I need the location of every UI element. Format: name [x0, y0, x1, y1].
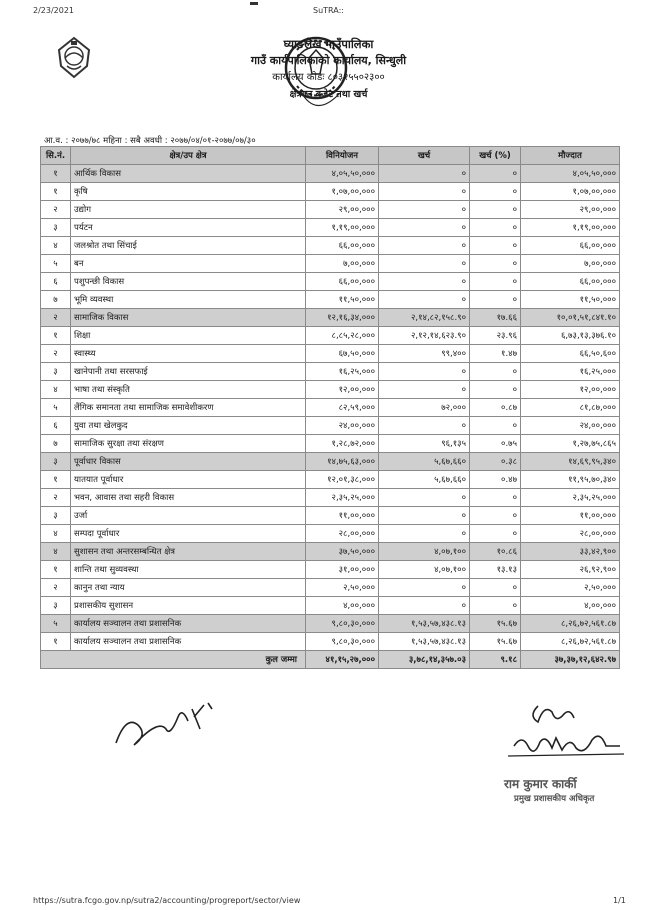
row-balance: ६,७३,१३,३७६.१० — [521, 327, 620, 345]
municipality-name: घ्याङलेख गाउँपालिका — [283, 37, 374, 51]
row-serial: ४ — [41, 381, 71, 399]
row-expense: ० — [379, 273, 470, 291]
col-allocation: विनियोजन — [306, 147, 379, 165]
row-expense-pct: ० — [470, 381, 521, 399]
row-balance: ३३,४२,९०० — [521, 543, 620, 561]
row-expense: ० — [379, 255, 470, 273]
row-expense: ० — [379, 417, 470, 435]
sector-budget-table — [40, 146, 620, 669]
col-expense: खर्च — [379, 147, 470, 165]
row-sector-name: जलश्रोत तथा सिंचाई — [71, 237, 306, 255]
row-sector-name: उद्योग — [71, 201, 306, 219]
subsector-row — [41, 201, 620, 219]
row-allocation: ९,८०,३०,००० — [306, 615, 379, 633]
page-url: https://sutra.fcgo.gov.np/sutra2/accounting/progreport/sector/view — [33, 896, 301, 905]
row-balance: ६६,००,००० — [521, 237, 620, 255]
total-allocation: ४१,१५,२७,००० — [306, 651, 379, 669]
row-allocation: ११,५०,००० — [306, 291, 379, 309]
row-expense-pct: ० — [470, 363, 521, 381]
row-sector-name: पशुपन्छी विकास — [71, 273, 306, 291]
row-balance: ६६,००,००० — [521, 273, 620, 291]
row-balance: १,२७,७५,८६५ — [521, 435, 620, 453]
row-expense: ० — [379, 525, 470, 543]
row-expense: ९६,१३५ — [379, 435, 470, 453]
row-sector-name: भवन, आवास तथा सहरी विकास — [71, 489, 306, 507]
row-serial: २ — [41, 309, 71, 327]
row-sector-name: बन — [71, 255, 306, 273]
row-allocation: ६६,००,००० — [306, 273, 379, 291]
office-code: कार्यालय कोडः ८०३२५५०२३०० — [272, 72, 385, 83]
row-balance: २८,००,००० — [521, 525, 620, 543]
table-header-row — [41, 147, 620, 165]
row-balance: ११,९५,७०,३४० — [521, 471, 620, 489]
row-balance: १२,००,००० — [521, 381, 620, 399]
officer-designation-stamp: प्रमुख प्रशासकीय अधिकृत — [514, 794, 595, 804]
row-expense-pct: १.४७ — [470, 345, 521, 363]
subsector-row — [41, 399, 620, 417]
row-allocation: १४,७५,६३,००० — [306, 453, 379, 471]
subsector-row — [41, 597, 620, 615]
row-sector-name: सामाजिक विकास — [71, 309, 306, 327]
row-balance: ८,२६,७२,५६१.८७ — [521, 633, 620, 651]
row-allocation: ६६,००,००० — [306, 237, 379, 255]
row-allocation: १२,१६,३४,००० — [306, 309, 379, 327]
row-allocation: २९,००,००० — [306, 201, 379, 219]
subsector-row — [41, 291, 620, 309]
subsector-row — [41, 633, 620, 651]
sector-group-row — [41, 615, 620, 633]
row-sector-name: सुशासन तथा अन्तरसम्बन्धित क्षेत्र — [71, 543, 306, 561]
handwritten-signature-right — [508, 700, 628, 770]
col-sector: क्षेत्र/उप क्षेत्र — [71, 147, 306, 165]
row-allocation: २४,००,००० — [306, 417, 379, 435]
row-sector-name: यातयात पूर्वाधार — [71, 471, 306, 489]
row-expense-pct: ० — [470, 183, 521, 201]
row-allocation: ७,००,००० — [306, 255, 379, 273]
row-expense-pct: ०.४७ — [470, 471, 521, 489]
row-balance: ७,००,००० — [521, 255, 620, 273]
row-sector-name: स्वास्थ्य — [71, 345, 306, 363]
row-expense-pct: ० — [470, 507, 521, 525]
row-serial: १ — [41, 633, 71, 651]
row-allocation: ३७,५०,००० — [306, 543, 379, 561]
row-balance: ११,५०,००० — [521, 291, 620, 309]
row-expense: २,१२,१४,६२३.९० — [379, 327, 470, 345]
row-expense: १,५३,५७,४३८.१३ — [379, 633, 470, 651]
row-expense: ० — [379, 363, 470, 381]
row-sector-name: प्रशासकीय सुशासन — [71, 597, 306, 615]
row-allocation: २,३५,२५,००० — [306, 489, 379, 507]
row-expense-pct: ० — [470, 291, 521, 309]
total-balance: ३७,३७,१२,६४२.९७ — [521, 651, 620, 669]
row-balance: ४,०५,५०,००० — [521, 165, 620, 183]
row-sector-name: आर्थिक विकास — [71, 165, 306, 183]
row-serial: ५ — [41, 399, 71, 417]
subsector-row — [41, 363, 620, 381]
row-sector-name: शान्ति तथा सुव्यवस्था — [71, 561, 306, 579]
row-serial: ५ — [41, 255, 71, 273]
row-expense-pct: १५.६७ — [470, 615, 521, 633]
row-expense-pct: ० — [470, 579, 521, 597]
subsector-row — [41, 183, 620, 201]
row-serial: १ — [41, 561, 71, 579]
row-serial: २ — [41, 345, 71, 363]
row-expense-pct: ० — [470, 165, 521, 183]
row-sector-name: भाषा तथा संस्कृति — [71, 381, 306, 399]
subsector-row — [41, 345, 620, 363]
row-expense: ७२,००० — [379, 399, 470, 417]
row-expense-pct: ० — [470, 237, 521, 255]
row-sector-name: कार्यालय सञ्चालन तथा प्रशासनिक — [71, 633, 306, 651]
total-expense: ३,७८,१४,३५७.०३ — [379, 651, 470, 669]
row-sector-name: पूर्वाधार विकास — [71, 453, 306, 471]
subsector-row — [41, 381, 620, 399]
row-serial: ६ — [41, 417, 71, 435]
row-allocation: ११,००,००० — [306, 507, 379, 525]
row-allocation: १,१९,००,००० — [306, 219, 379, 237]
row-sector-name: भूमि व्यवस्था — [71, 291, 306, 309]
row-expense-pct: ० — [470, 417, 521, 435]
row-balance: २४,००,००० — [521, 417, 620, 435]
scan-mark — [250, 2, 258, 5]
row-expense: ० — [379, 165, 470, 183]
row-serial: ४ — [41, 237, 71, 255]
subsector-row — [41, 435, 620, 453]
row-balance: १६,२५,००० — [521, 363, 620, 381]
row-expense: ० — [379, 291, 470, 309]
row-sector-name: पर्यटन — [71, 219, 306, 237]
row-serial: ३ — [41, 507, 71, 525]
subsector-row — [41, 417, 620, 435]
row-serial: ६ — [41, 273, 71, 291]
row-expense: ५,६७,६६० — [379, 471, 470, 489]
row-expense: १,५३,५७,४३८.१३ — [379, 615, 470, 633]
row-expense: ० — [379, 381, 470, 399]
row-expense: ० — [379, 219, 470, 237]
row-expense: ० — [379, 201, 470, 219]
row-balance: २,५०,००० — [521, 579, 620, 597]
row-sector-name: युवा तथा खेलकुद — [71, 417, 306, 435]
row-balance: २,३५,२५,००० — [521, 489, 620, 507]
row-balance: ६६,५०,६०० — [521, 345, 620, 363]
col-balance: मौज्दात — [521, 147, 620, 165]
print-page-title: SuTRA:: — [313, 6, 344, 15]
row-sector-name: शिक्षा — [71, 327, 306, 345]
row-expense-pct: ०.७५ — [470, 435, 521, 453]
sector-group-row — [41, 453, 620, 471]
row-serial: २ — [41, 201, 71, 219]
row-expense: ० — [379, 183, 470, 201]
row-serial: १ — [41, 327, 71, 345]
row-expense: ४,०७,१०० — [379, 543, 470, 561]
subsector-row — [41, 489, 620, 507]
row-sector-name: सम्पदा पूर्वाधार — [71, 525, 306, 543]
row-serial: २ — [41, 489, 71, 507]
row-serial: १ — [41, 471, 71, 489]
row-expense: ० — [379, 237, 470, 255]
row-balance: ८१,८७,००० — [521, 399, 620, 417]
row-expense-pct: ० — [470, 489, 521, 507]
subsector-row — [41, 525, 620, 543]
row-allocation: ९,८०,३०,००० — [306, 633, 379, 651]
total-expense-pct: ९.१८ — [470, 651, 521, 669]
row-expense: ० — [379, 507, 470, 525]
row-expense-pct: ०.३८ — [470, 453, 521, 471]
row-expense-pct: १५.६७ — [470, 633, 521, 651]
officer-name-stamp: राम कुमार कार्की — [504, 777, 577, 791]
row-sector-name: कार्यालय सञ्चालन तथा प्रशासनिक — [71, 615, 306, 633]
subsector-row — [41, 255, 620, 273]
page-number: 1/1 — [613, 896, 626, 905]
row-allocation: ६७,५०,००० — [306, 345, 379, 363]
row-balance: १,१९,००,००० — [521, 219, 620, 237]
row-expense-pct: १३.१३ — [470, 561, 521, 579]
row-expense-pct: ० — [470, 273, 521, 291]
subsector-row — [41, 579, 620, 597]
row-sector-name: कृषि — [71, 183, 306, 201]
report-title: क्षेत्रगत बजेट तथा खर्च — [289, 89, 368, 100]
row-serial: १ — [41, 183, 71, 201]
subsector-row — [41, 561, 620, 579]
row-allocation: २८,००,००० — [306, 525, 379, 543]
subsector-row — [41, 507, 620, 525]
row-allocation: ८२,५९,००० — [306, 399, 379, 417]
row-balance: ८,२६,७२,५६१.८७ — [521, 615, 620, 633]
sector-group-row — [41, 543, 620, 561]
subsector-row — [41, 237, 620, 255]
row-serial: ७ — [41, 435, 71, 453]
row-serial: ४ — [41, 525, 71, 543]
row-balance: १४,६९,९५,३४० — [521, 453, 620, 471]
row-expense: ० — [379, 579, 470, 597]
sector-group-row — [41, 165, 620, 183]
row-serial: १ — [41, 165, 71, 183]
row-expense-pct: १७.६६ — [470, 309, 521, 327]
fiscal-period: आ.व. : २०७७/७८ महिना : सबै अवधी : २०७७/०४/०१-२०७७/०७/३० — [44, 136, 256, 146]
total-label: कुल जम्मा — [41, 651, 306, 669]
subsector-row — [41, 219, 620, 237]
row-allocation: ३१,००,००० — [306, 561, 379, 579]
row-serial: ४ — [41, 543, 71, 561]
row-allocation: २,५०,००० — [306, 579, 379, 597]
row-allocation: १६,२५,००० — [306, 363, 379, 381]
row-expense-pct: ० — [470, 201, 521, 219]
sector-group-row — [41, 309, 620, 327]
row-expense-pct: ० — [470, 525, 521, 543]
row-allocation: १,२८,७२,००० — [306, 435, 379, 453]
row-expense: ४,०७,१०० — [379, 561, 470, 579]
total-row — [41, 651, 620, 669]
row-allocation: ४,००,००० — [306, 597, 379, 615]
row-expense: ० — [379, 489, 470, 507]
col-serial: सि.नं. — [41, 147, 71, 165]
row-balance: ११,००,००० — [521, 507, 620, 525]
row-expense: ९९,४०० — [379, 345, 470, 363]
subsector-row — [41, 273, 620, 291]
row-serial: २ — [41, 579, 71, 597]
subsector-row — [41, 471, 620, 489]
row-expense-pct: ० — [470, 219, 521, 237]
row-allocation: १२,०१,३८,००० — [306, 471, 379, 489]
row-expense: २,१४,८२,१५८.९० — [379, 309, 470, 327]
row-allocation: १,०७,००,००० — [306, 183, 379, 201]
row-balance: २९,००,००० — [521, 201, 620, 219]
row-serial: ३ — [41, 363, 71, 381]
row-expense: ५,६७,६६० — [379, 453, 470, 471]
row-expense-pct: २३.९६ — [470, 327, 521, 345]
row-allocation: ४,०५,५०,००० — [306, 165, 379, 183]
row-expense-pct: ०.८७ — [470, 399, 521, 417]
row-expense-pct: ० — [470, 597, 521, 615]
row-allocation: १२,००,००० — [306, 381, 379, 399]
row-balance: १०,०१,५१,८४१.१० — [521, 309, 620, 327]
print-date: 2/23/2021 — [33, 6, 75, 15]
row-sector-name: कानुन तथा न्याय — [71, 579, 306, 597]
row-sector-name: लैंगिक समानता तथा सामाजिक समावेशीकरण — [71, 399, 306, 417]
handwritten-initials-left — [108, 695, 218, 755]
row-balance: १,०७,००,००० — [521, 183, 620, 201]
row-expense-pct: ० — [470, 255, 521, 273]
col-expense-pct: खर्च (%) — [470, 147, 521, 165]
row-serial: ३ — [41, 453, 71, 471]
row-serial: ३ — [41, 219, 71, 237]
row-serial: ७ — [41, 291, 71, 309]
row-balance: २६,९२,९०० — [521, 561, 620, 579]
row-expense-pct: १०.८६ — [470, 543, 521, 561]
row-serial: ५ — [41, 615, 71, 633]
subsector-row — [41, 327, 620, 345]
row-sector-name: उर्जा — [71, 507, 306, 525]
row-sector-name: सामाजिक सुरक्षा तथा संरक्षण — [71, 435, 306, 453]
row-expense: ० — [379, 597, 470, 615]
row-balance: ४,००,००० — [521, 597, 620, 615]
row-sector-name: खानेपानी तथा सरसफाई — [71, 363, 306, 381]
office-name: गाउँ कार्यपालिकाको कार्यालय, सिन्धुली — [250, 54, 407, 67]
row-serial: ३ — [41, 597, 71, 615]
row-allocation: ८,८५,२८,००० — [306, 327, 379, 345]
